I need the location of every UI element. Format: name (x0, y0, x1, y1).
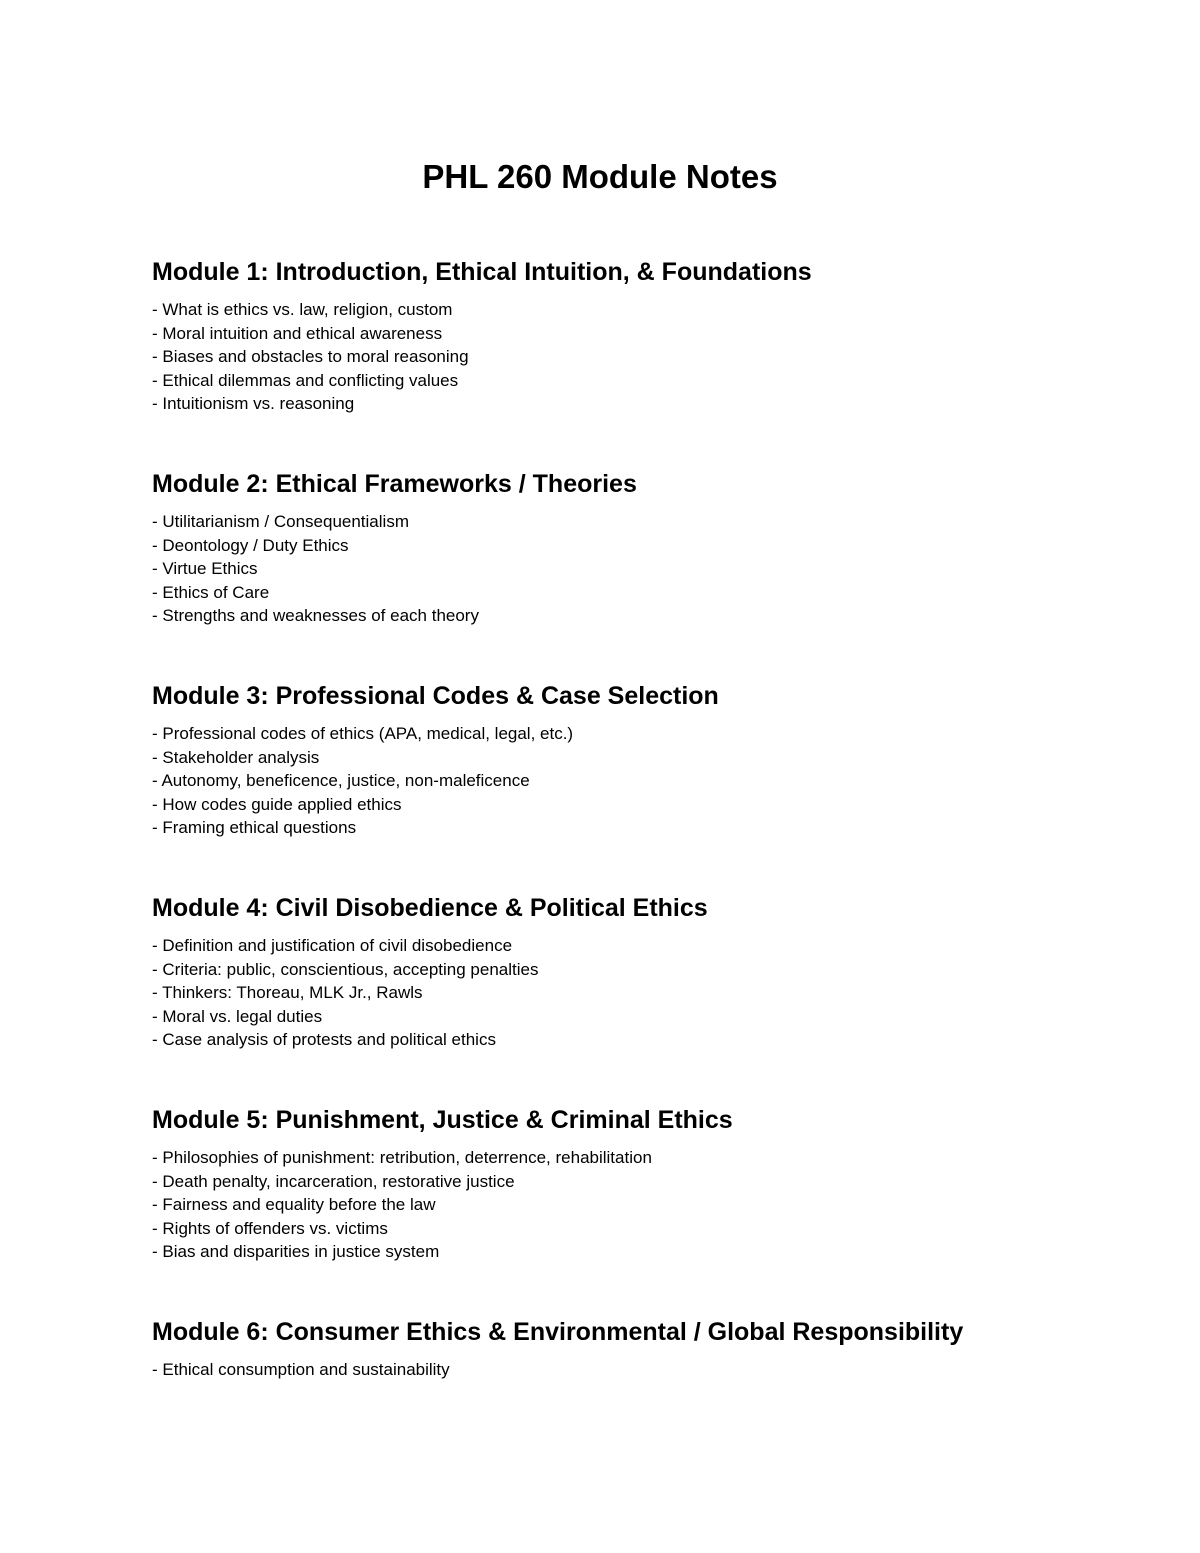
module-2-section (152, 468, 1152, 628)
topic-item: - Moral intuition and ethical awareness (152, 323, 443, 343)
module-5-topic-list (152, 1146, 1152, 1264)
topic-item: - Professional codes of ethics (APA, medical, legal, etc.) (152, 724, 574, 743)
topic-item: - Definition and justification of civil disobedience (152, 936, 513, 955)
module-5-section (152, 1104, 1152, 1264)
topic-item: - Criteria: public, conscientious, accepting penalties (152, 959, 539, 979)
document-title: PHL 260 Module Notes (422, 158, 778, 195)
module-1-heading: Module 1: Introduction, Ethical Intuition, & Foundations (152, 258, 812, 286)
topic-item: - Deontology / Duty Ethics (152, 535, 349, 555)
module-5-heading: Module 5: Punishment, Justice & Criminal Ethics (152, 1106, 733, 1134)
topic-item: - Biases and obstacles to moral reasoning (152, 347, 469, 366)
topic-item: - Rights of offenders vs. victims (152, 1218, 388, 1238)
topic-item: - Death penalty, incarceration, restorative justice (152, 1171, 515, 1191)
module-3-topic-list (152, 722, 1152, 840)
module-6-section (152, 1316, 1152, 1382)
module-2-heading: Module 2: Ethical Frameworks / Theories (152, 470, 637, 498)
module-4-topic-list (152, 934, 1152, 1052)
topic-item: - How codes guide applied ethics (152, 794, 402, 814)
topic-item: - Ethical dilemmas and conflicting values (152, 370, 459, 390)
topic-item: - Thinkers: Thoreau, MLK Jr., Rawls (152, 983, 423, 1002)
topic-item: - Case analysis of protests and political ethics (152, 1030, 496, 1049)
topic-item: - Ethical consumption and sustainability (152, 1360, 450, 1379)
topic-item: - Framing ethical questions (152, 818, 357, 837)
topic-item: - Strengths and weaknesses of each theory (152, 606, 479, 625)
module-1-topic-list (152, 298, 1152, 416)
module-4-heading: Module 4: Civil Disobedience & Political Ethics (152, 894, 708, 922)
topic-item: - Bias and disparities in justice system (152, 1242, 440, 1261)
topic-item: - Intuitionism vs. reasoning (152, 394, 355, 413)
module-3-heading: Module 3: Professional Codes & Case Selection (152, 682, 719, 710)
module-6-topic-list (152, 1358, 1152, 1382)
module-3-section (152, 680, 1152, 840)
module-2-topic-list (152, 510, 1152, 628)
topic-item: - What is ethics vs. law, religion, custom (152, 300, 453, 319)
topic-item: - Utilitarianism / Consequentialism (152, 512, 409, 531)
topic-item: - Autonomy, beneficence, justice, non-maleficence (152, 771, 530, 790)
module-1-section (152, 256, 1152, 416)
topic-item: - Fairness and equality before the law (152, 1195, 436, 1214)
topic-item: - Stakeholder analysis (152, 747, 320, 767)
module-6-heading: Module 6: Consumer Ethics & Environmental / Global Responsibility (152, 1318, 964, 1346)
topic-item: - Philosophies of punishment: retribution, deterrence, rehabilitation (152, 1148, 652, 1167)
topic-item: - Virtue Ethics (152, 559, 258, 578)
topic-item: - Moral vs. legal duties (152, 1006, 323, 1026)
module-4-section (152, 892, 1152, 1052)
topic-item: - Ethics of Care (152, 582, 270, 602)
